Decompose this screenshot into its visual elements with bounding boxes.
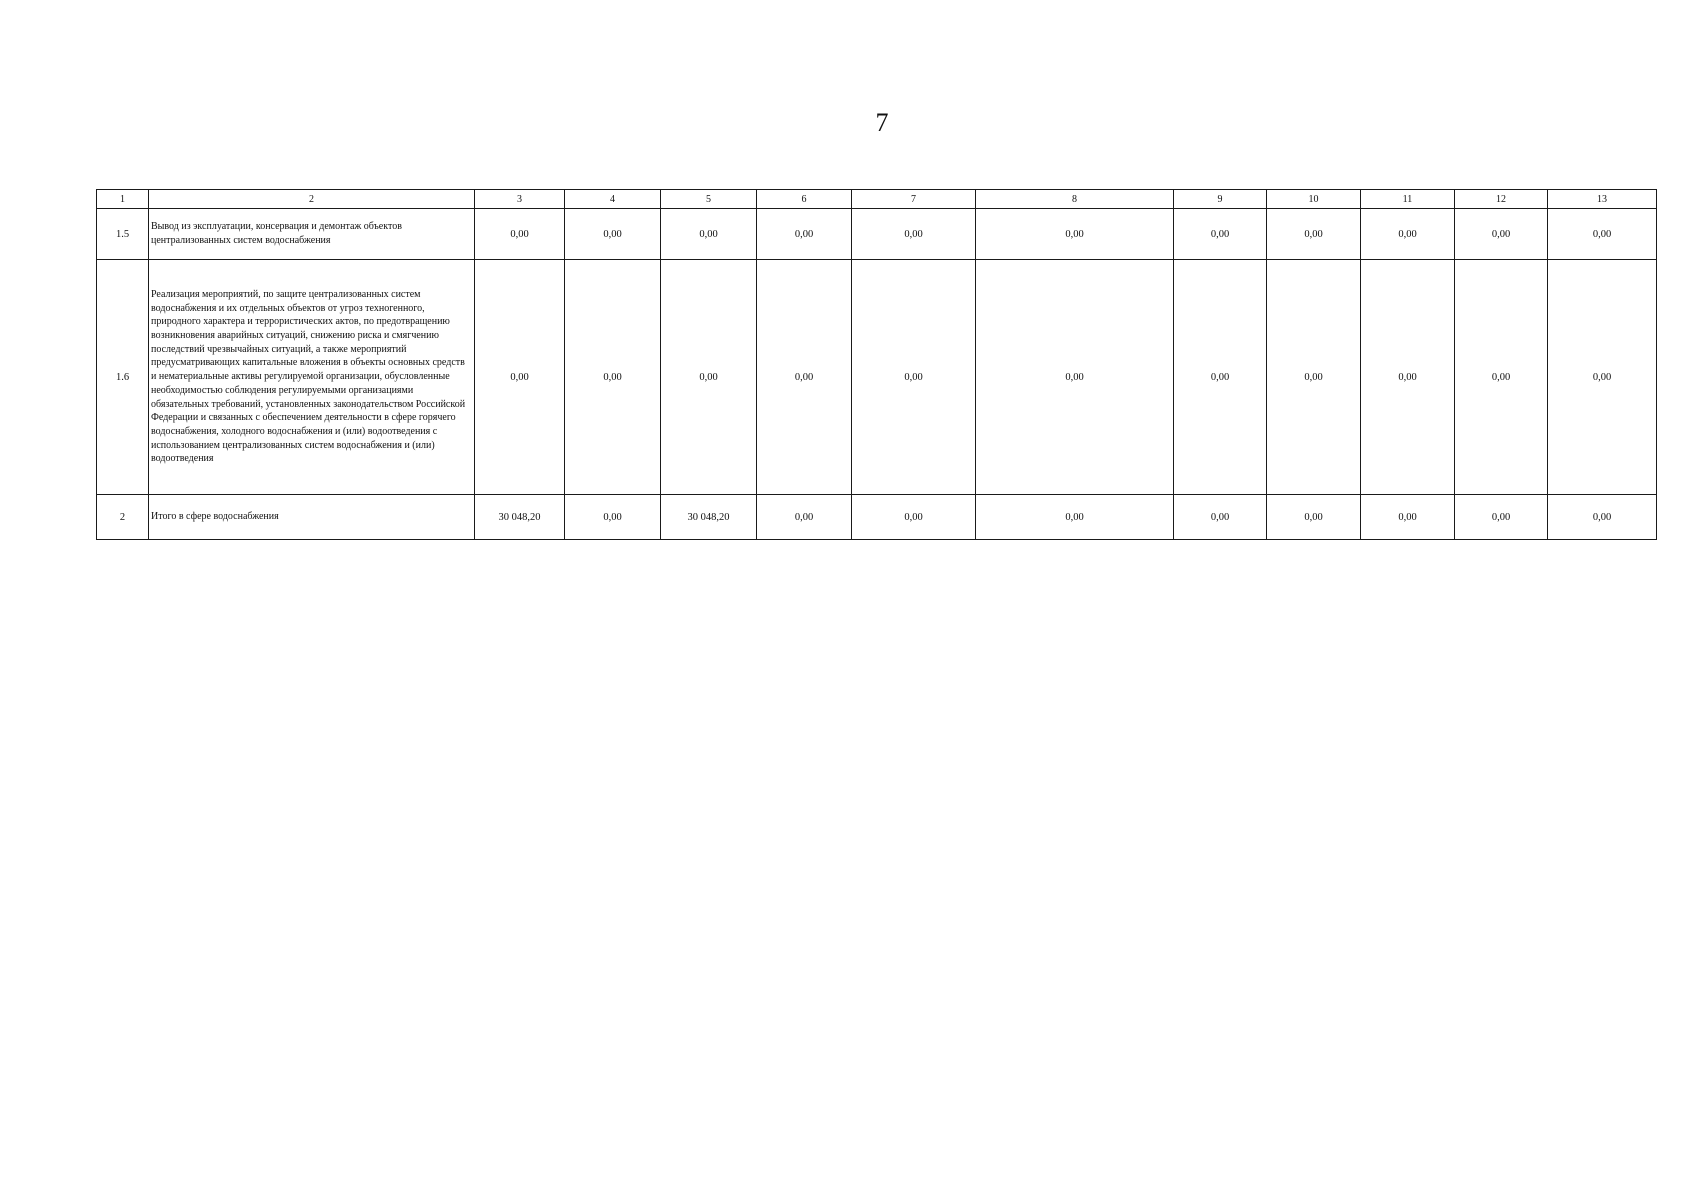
column-number-cell: 6 (757, 190, 852, 209)
value-cell: 0,00 (1548, 209, 1657, 260)
column-number-cell: 5 (661, 190, 757, 209)
value-cell: 0,00 (976, 260, 1174, 495)
value-cell: 0,00 (852, 495, 976, 540)
value-cell: 0,00 (1361, 495, 1455, 540)
value-cell: 0,00 (475, 260, 565, 495)
value-cell: 0,00 (565, 495, 661, 540)
value-cell: 0,00 (661, 260, 757, 495)
column-number-cell: 4 (565, 190, 661, 209)
row-description-cell: Вывод из эксплуатации, консервация и демонтаж объектов централизованных систем водоснабжения (149, 209, 475, 260)
value-cell: 0,00 (565, 260, 661, 495)
table-row (97, 260, 1657, 495)
column-number-cell: 8 (976, 190, 1174, 209)
column-number-cell: 11 (1361, 190, 1455, 209)
column-number-cell: 10 (1267, 190, 1361, 209)
value-cell: 0,00 (1267, 495, 1361, 540)
row-description-cell: Итого в сфере водоснабжения (149, 495, 475, 540)
column-number-cell: 9 (1174, 190, 1267, 209)
column-number-row (97, 190, 1657, 209)
value-cell: 0,00 (1455, 495, 1548, 540)
page-number: 7 (875, 108, 889, 137)
value-cell: 0,00 (1455, 209, 1548, 260)
value-cell: 0,00 (757, 495, 852, 540)
value-cell: 0,00 (661, 209, 757, 260)
value-cell: 0,00 (1548, 260, 1657, 495)
column-number-cell: 3 (475, 190, 565, 209)
column-number-cell: 1 (97, 190, 149, 209)
value-cell: 0,00 (1174, 495, 1267, 540)
column-number-cell: 13 (1548, 190, 1657, 209)
table-row (97, 209, 1657, 260)
value-cell: 0,00 (852, 209, 976, 260)
column-number-cell: 12 (1455, 190, 1548, 209)
value-cell: 0,00 (757, 209, 852, 260)
row-number-cell: 1.6 (97, 260, 149, 495)
investment-plan-table (96, 189, 1657, 540)
row-description-cell: Реализация мероприятий, по защите централизованных систем водоснабжения и их отдельных объектов от угроз техногенного, природного характера и террористических актов, по предотвращению возникновения аварийных ситуаций, снижению риска и смягчению последствий чрезвычайных ситуаций, а также мероприятий предусматривающих капитальные вложения в объекты основных средств и нематериальные активы регулируемой организации, обусловленные необходимостью соблюдения регулируемыми организациями обязательных требований, установленных законодательством Российской Федерации и связанных с обеспечением деятельности в сфере горячего водоснабжения, холодного водоснабжения и (или) водоотведения с использованием централизованных систем водоснабжения и (или) водоотведения (149, 260, 475, 495)
column-number-cell: 2 (149, 190, 475, 209)
value-cell: 0,00 (1361, 209, 1455, 260)
column-number-cell: 7 (852, 190, 976, 209)
value-cell: 30 048,20 (475, 495, 565, 540)
value-cell: 0,00 (475, 209, 565, 260)
value-cell: 30 048,20 (661, 495, 757, 540)
row-number-cell: 2 (97, 495, 149, 540)
value-cell: 0,00 (565, 209, 661, 260)
total-row (97, 495, 1657, 540)
value-cell: 0,00 (1267, 260, 1361, 495)
value-cell: 0,00 (1361, 260, 1455, 495)
row-number-cell: 1.5 (97, 209, 149, 260)
value-cell: 0,00 (852, 260, 976, 495)
value-cell: 0,00 (1174, 209, 1267, 260)
value-cell: 0,00 (1174, 260, 1267, 495)
value-cell: 0,00 (1548, 495, 1657, 540)
value-cell: 0,00 (976, 495, 1174, 540)
value-cell: 0,00 (1267, 209, 1361, 260)
value-cell: 0,00 (757, 260, 852, 495)
value-cell: 0,00 (1455, 260, 1548, 495)
value-cell: 0,00 (976, 209, 1174, 260)
